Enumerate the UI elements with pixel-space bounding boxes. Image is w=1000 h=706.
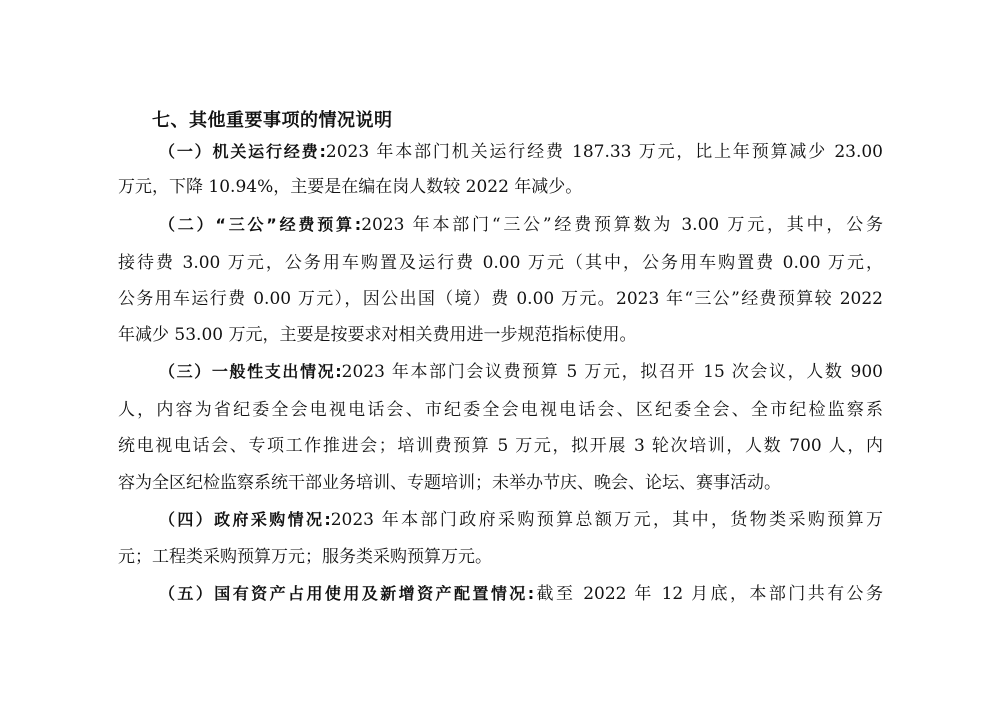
subsection-label: （五）国有资产占用使用及新增资产配置情况: [159, 584, 535, 603]
paragraph-text: 年减少 53.00 万元，主要是按要求对相关费用进一步规范指标使用。 [118, 325, 637, 345]
paragraph-line [118, 547, 883, 567]
paragraph-line [118, 436, 883, 456]
section-heading: 七、其他重要事项的情况说明 [152, 110, 393, 131]
paragraph-text: 接待费 3.00 万元，公务用车购置及运行费 0.00 万元（其中，公务用车购置费 0.00 万元， [118, 253, 883, 273]
paragraph-text: 2023 年本部门机关运行经费 187.33 万元，比上年预算减少 23.00 [325, 142, 883, 162]
paragraph-text: 截至 2022 年 12 月底，本部门共有公务 [534, 584, 883, 604]
paragraph-text: 万元，下降 10.94%，主要是在编在岗人数较 2022 年减少。 [118, 177, 583, 197]
paragraph-line [118, 325, 883, 345]
paragraph-text: 2023 年本部门“三公”经费预算数为 3.00 万元，其中，公务 [361, 215, 883, 235]
paragraph-line [159, 215, 883, 235]
paragraph-line [118, 289, 883, 309]
paragraph-text: 统电视电话会、专项工作推进会；培训费预算 5 万元，拟开展 3 轮次培训，人数 700 人，内 [118, 436, 883, 456]
subsection-label: （三）一般性支出情况: [159, 362, 342, 381]
paragraph-line [159, 362, 883, 382]
paragraph-text: 公务用车运行费 0.00 万元），因公出国（境）费 0.00 万元。2023 年“三公”经费预算较 2022 [118, 289, 883, 309]
paragraph-line [118, 400, 883, 420]
paragraph-line [118, 253, 883, 273]
paragraph-line [159, 584, 883, 604]
paragraph-line [159, 142, 883, 162]
paragraph-line [118, 177, 883, 197]
subsection-label: （二）“三公”经费预算: [159, 215, 362, 234]
subsection-label: （四）政府采购情况: [159, 510, 331, 529]
paragraph-text: 2023 年本部门会议费预算 5 万元，拟召开 15 次会议，人数 900 [341, 362, 883, 382]
paragraph-text: 元；工程类采购预算万元；服务类采购预算万元。 [118, 547, 492, 567]
paragraph-line [159, 510, 883, 530]
paragraph-text: 容为全区纪检监察系统干部业务培训、专题培训；未举办节庆、晚会、论坛、赛事活动。 [118, 473, 781, 493]
paragraph-text: 人，内容为省纪委全会电视电话会、市纪委全会电视电话会、区纪委全会、全市纪检监察系 [118, 400, 883, 420]
paragraph-text: 2023 年本部门政府采购预算总额万元，其中，货物类采购预算万 [330, 510, 883, 530]
subsection-label: （一）机关运行经费: [159, 142, 326, 161]
paragraph-line [118, 473, 883, 493]
